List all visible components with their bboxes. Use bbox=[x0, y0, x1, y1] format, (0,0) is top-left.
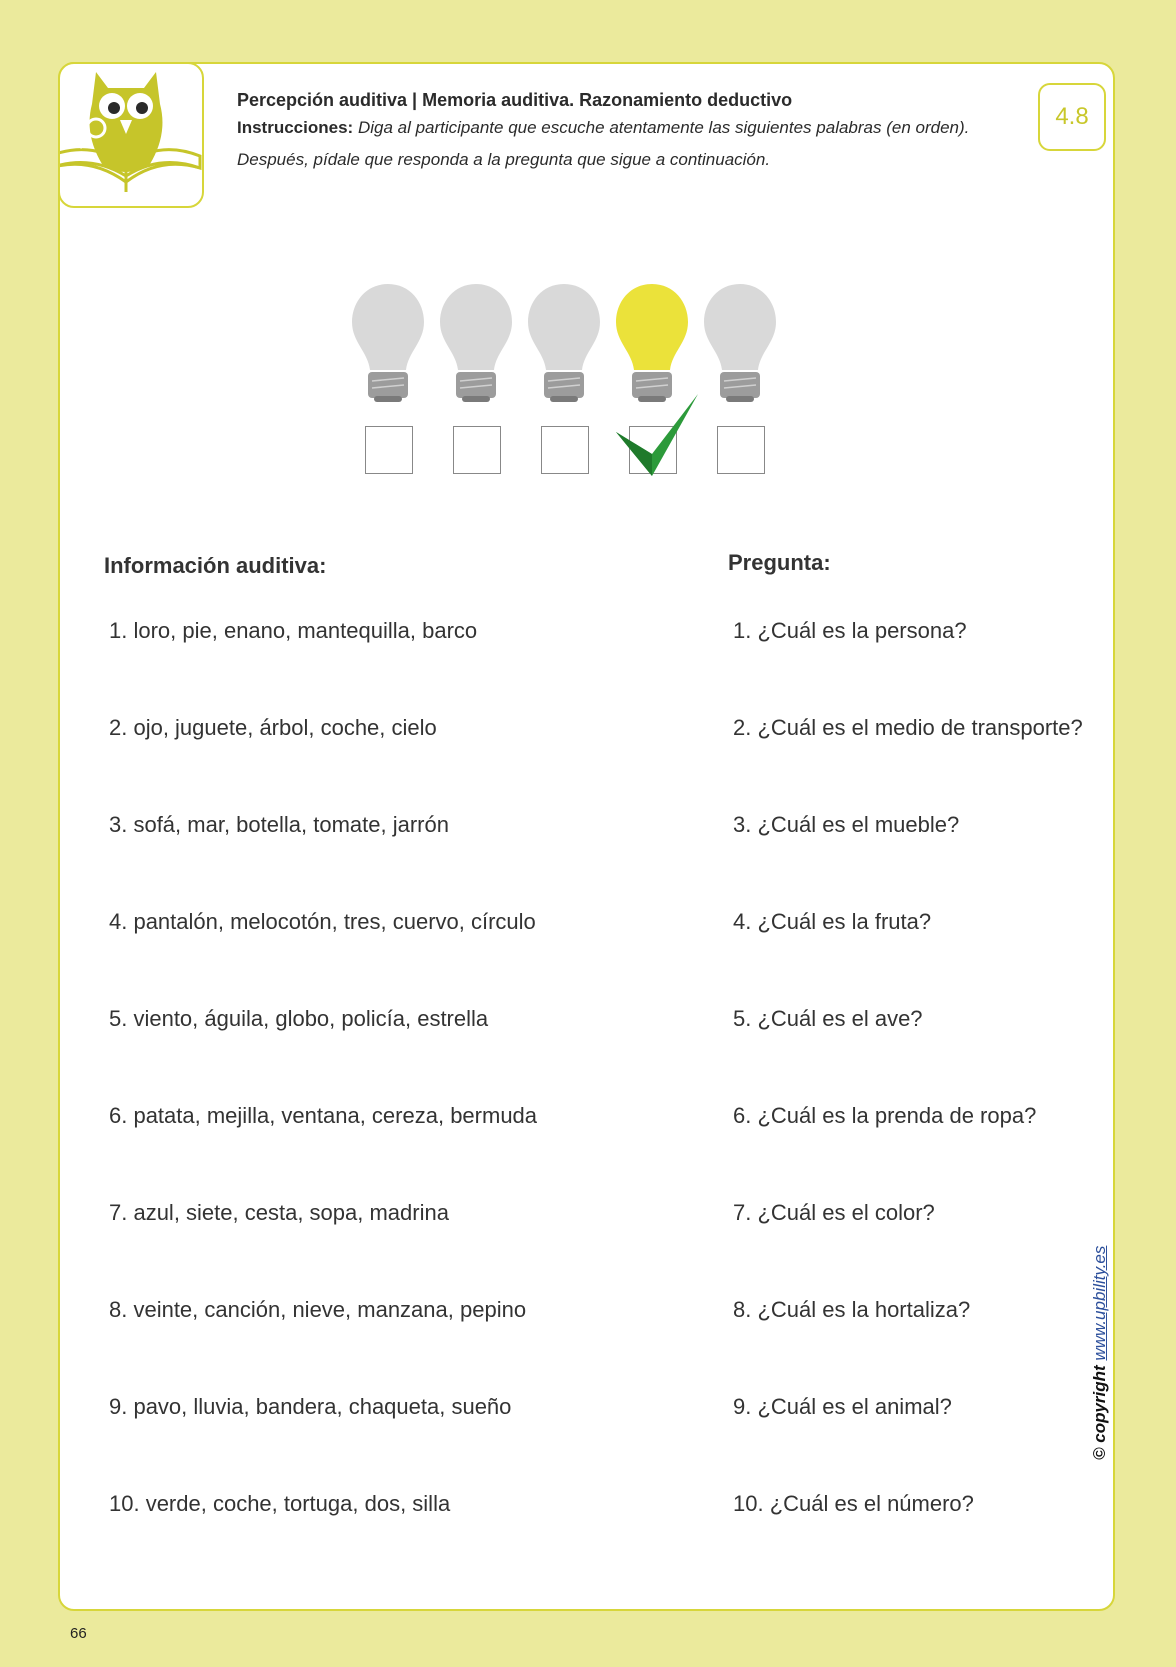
instructions bbox=[237, 112, 1027, 144]
unlit-bulb-icon bbox=[526, 282, 602, 409]
auditory-info-item: 9. pavo, lluvia, bandera, chaqueta, sueño bbox=[109, 1394, 512, 1419]
question-item: 3. ¿Cuál es el mueble? bbox=[733, 812, 960, 837]
header bbox=[237, 88, 1027, 176]
answer-checkbox[interactable] bbox=[365, 426, 413, 474]
unlit-bulb-icon bbox=[438, 282, 514, 409]
auditory-info-item: 5. viento, águila, globo, policía, estrella bbox=[109, 1006, 489, 1031]
instructions-line2: Después, pídale que responda a la pregunta que sigue a continuación. bbox=[237, 150, 771, 169]
instructions-line1: Diga al participante que escuche atentamente las siguientes palabras (en orden). bbox=[357, 118, 970, 137]
auditory-info-item: 6. patata, mejilla, ventana, cereza, bermuda bbox=[109, 1103, 538, 1128]
copyright-label: © copyright bbox=[1090, 1365, 1109, 1460]
question-item: 2. ¿Cuál es el medio de transporte? bbox=[733, 715, 1083, 740]
owl-reading-icon bbox=[60, 64, 204, 208]
question-item: 5. ¿Cuál es el ave? bbox=[733, 1006, 923, 1031]
copyright-notice bbox=[1090, 1246, 1110, 1460]
question-item: 7. ¿Cuál es el color? bbox=[733, 1200, 935, 1225]
question-item: 4. ¿Cuál es la fruta? bbox=[733, 909, 932, 934]
page-number: 66 bbox=[70, 1625, 87, 1642]
question-item: 10. ¿Cuál es el número? bbox=[733, 1491, 974, 1516]
checkmark-icon bbox=[612, 388, 702, 483]
auditory-info-item: 1. loro, pie, enano, mantequilla, barco bbox=[109, 618, 478, 643]
auditory-info-item: 8. veinte, canción, nieve, manzana, pepino bbox=[109, 1297, 527, 1322]
auditory-info-item: 10. verde, coche, tortuga, dos, silla bbox=[109, 1491, 451, 1516]
auditory-info-item: 7. azul, siete, cesta, sopa, madrina bbox=[109, 1200, 449, 1225]
auditory-info-item: 3. sofá, mar, botella, tomate, jarrón bbox=[109, 812, 449, 837]
answer-checkbox[interactable] bbox=[453, 426, 501, 474]
owl-logo bbox=[58, 62, 204, 208]
instructions-label: Instrucciones: bbox=[237, 118, 354, 137]
answer-checkbox[interactable] bbox=[717, 426, 765, 474]
auditory-info-item: 4. pantalón, melocotón, tres, cuervo, círculo bbox=[109, 909, 536, 934]
right-column-title: Pregunta: bbox=[728, 550, 831, 575]
unlit-bulb-icon bbox=[702, 282, 778, 409]
answer-checkbox[interactable] bbox=[541, 426, 589, 474]
auditory-info-item: 2. ojo, juguete, árbol, coche, cielo bbox=[109, 715, 437, 740]
example-bulbs bbox=[350, 282, 780, 482]
question-item: 6. ¿Cuál es la prenda de ropa? bbox=[733, 1103, 1037, 1128]
website-link[interactable]: www.upbility.es bbox=[1090, 1245, 1109, 1361]
exercise-number-badge: 4.8 bbox=[1038, 83, 1106, 151]
question-item: 9. ¿Cuál es el animal? bbox=[733, 1394, 952, 1419]
question-item: 8. ¿Cuál es la hortaliza? bbox=[733, 1297, 971, 1322]
question-item: 1. ¿Cuál es la persona? bbox=[733, 618, 967, 643]
left-column-title: Información auditiva: bbox=[104, 553, 327, 578]
unlit-bulb-icon bbox=[350, 282, 426, 409]
instructions-cont bbox=[237, 144, 1027, 176]
worksheet-title: Percepción auditiva | Memoria auditiva. Razonamiento deductivo bbox=[237, 90, 793, 110]
